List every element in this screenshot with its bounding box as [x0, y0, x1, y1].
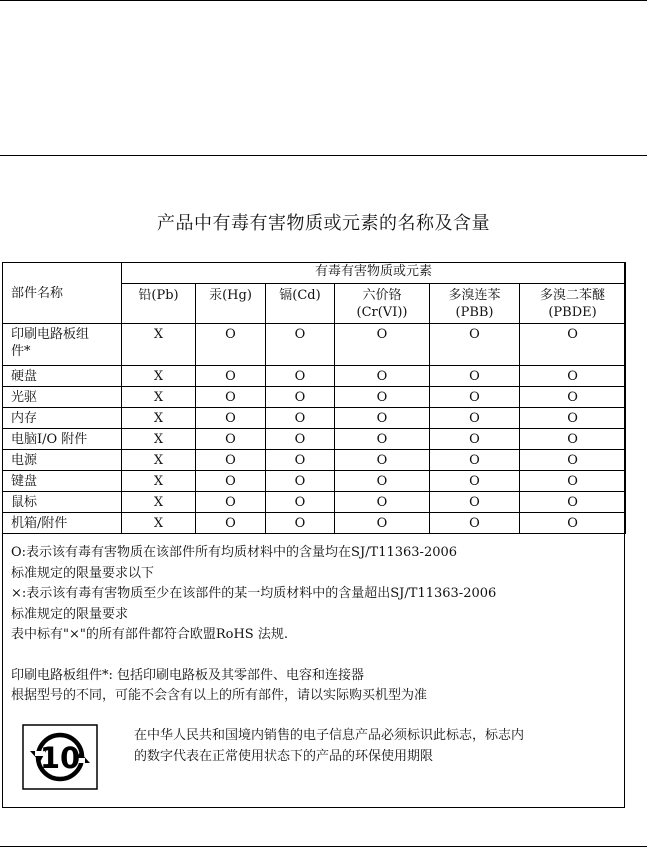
note-o-line2: 标准规定的限量要求以下	[11, 565, 155, 581]
substance-header	[122, 284, 196, 324]
part-name: 电源	[11, 453, 38, 468]
substance-value-cell: O	[430, 429, 520, 450]
substance-name: 汞(Hg)	[209, 288, 252, 303]
substance-value-cell: O	[430, 450, 520, 471]
table-row	[3, 450, 626, 471]
epup-10-icon	[22, 724, 98, 790]
substance-value-cell: O	[335, 324, 430, 366]
table-row	[3, 387, 626, 408]
note-model: 根据型号的不同，可能不会含有以上的所有部件，请以实际购买机型为准	[11, 688, 428, 703]
substance-value-cell: O	[430, 408, 520, 429]
note-x-line1: ×:表示该有毒有害物质至少在该部件的某一均质材料中的含量超出SJ/T11363-2006	[11, 586, 497, 601]
note-rohs: 表中标有"×"的所有部件都符合欧盟RoHS 法规.	[11, 627, 288, 642]
substance-value-cell: O	[520, 366, 626, 387]
part-name: 鼠标	[11, 495, 38, 510]
table-row	[3, 324, 626, 366]
part-name: 光驱	[11, 390, 38, 405]
substance-value-cell: O	[430, 387, 520, 408]
substance-value-cell: X	[122, 387, 196, 408]
substance-name: 镉(Cd)	[279, 288, 321, 303]
substance-symbol: (PBB)	[455, 305, 494, 320]
part-name-cell	[3, 513, 122, 534]
substance-name: 六价铬	[362, 288, 402, 303]
substance-value-cell: O	[196, 387, 266, 408]
part-name: 内存	[11, 411, 38, 426]
substance-value-cell: O	[266, 429, 335, 450]
footer-rule	[0, 846, 647, 847]
part-name-header: 部件名称	[3, 263, 122, 324]
substance-value-cell: O	[266, 492, 335, 513]
substance-value-cell: O	[266, 324, 335, 366]
substance-name: 多溴二苯醚	[540, 288, 606, 303]
substance-value-cell: O	[266, 387, 335, 408]
epup-description	[134, 725, 619, 767]
table-row	[3, 492, 626, 513]
part-name-cell	[3, 450, 122, 471]
substance-value-cell: O	[196, 408, 266, 429]
substance-value-cell: O	[430, 492, 520, 513]
substance-symbol: (Cr(VI))	[356, 305, 408, 320]
part-name-cell	[3, 366, 122, 387]
header-rule	[0, 155, 647, 156]
note-o-line1: O:表示该有毒有害物质在该部件所有均质材料中的含量均在SJ/T11363-2006	[11, 545, 458, 560]
substance-value-cell: O	[520, 492, 626, 513]
substance-value-cell: O	[520, 471, 626, 492]
substance-header	[335, 284, 430, 324]
table-row	[3, 408, 626, 429]
epup-text-line1: 在中华人民共和国境内销售的电子信息产品必须标识此标志，标志内	[134, 728, 525, 743]
substance-value-cell: O	[520, 324, 626, 366]
notes	[11, 543, 621, 707]
substance-header	[196, 284, 266, 324]
substance-value-cell: O	[266, 366, 335, 387]
part-name-cell	[3, 471, 122, 492]
substance-value-cell: O	[196, 366, 266, 387]
substance-value-cell: O	[266, 408, 335, 429]
substance-value-cell: O	[335, 366, 430, 387]
substance-header	[266, 284, 335, 324]
substance-header	[520, 284, 626, 324]
part-name: 机箱/附件	[11, 516, 68, 531]
hazardous-substance-table	[2, 262, 626, 534]
substance-value-cell: O	[430, 471, 520, 492]
substance-value-cell: X	[122, 324, 196, 366]
substance-value-cell: O	[520, 450, 626, 471]
table-row	[3, 366, 626, 387]
top-rule	[0, 0, 647, 1]
table-row	[3, 513, 626, 534]
substance-symbol: (PBDE)	[548, 305, 597, 320]
part-name-cell	[3, 387, 122, 408]
substance-value-cell: O	[430, 513, 520, 534]
substance-value-cell: X	[122, 450, 196, 471]
part-name: 电脑I/O 附件	[11, 432, 88, 447]
substance-value-cell: O	[196, 450, 266, 471]
part-name: 印刷电路板组	[11, 327, 90, 342]
substance-value-cell: O	[335, 513, 430, 534]
part-name-cont: 件*	[11, 344, 31, 359]
substance-value-cell: O	[335, 429, 430, 450]
substance-value-cell: O	[520, 408, 626, 429]
substance-value-cell: O	[430, 324, 520, 366]
substance-name: 铅(Pb)	[138, 288, 179, 303]
substance-value-cell: O	[335, 471, 430, 492]
epup-number: 10	[39, 741, 81, 775]
substance-value-cell: X	[122, 429, 196, 450]
substance-value-cell: O	[196, 324, 266, 366]
substance-value-cell: X	[122, 513, 196, 534]
substance-value-cell: X	[122, 408, 196, 429]
substance-value-cell: O	[520, 513, 626, 534]
part-name: 键盘	[11, 474, 38, 489]
substance-value-cell: O	[196, 471, 266, 492]
substance-value-cell: X	[122, 366, 196, 387]
substance-value-cell: O	[196, 513, 266, 534]
part-name: 硬盘	[11, 369, 38, 384]
part-name-cell	[3, 492, 122, 513]
substance-value-cell: O	[520, 387, 626, 408]
note-x-line2: 标准规定的限量要求	[11, 606, 129, 622]
table-row	[3, 471, 626, 492]
part-name-cell	[3, 429, 122, 450]
epup-text-line2: 的数字代表在正常使用状态下的产品的环保使用期限	[134, 749, 434, 764]
substance-value-cell: O	[335, 387, 430, 408]
substance-value-cell: O	[335, 408, 430, 429]
substance-value-cell: O	[196, 492, 266, 513]
substance-value-cell: X	[122, 471, 196, 492]
substance-value-cell: O	[266, 471, 335, 492]
substance-value-cell: O	[266, 513, 335, 534]
substance-value-cell: O	[266, 450, 335, 471]
substance-value-cell: O	[520, 429, 626, 450]
page-title: 产品中有毒有害物质或元素的名称及含量	[157, 213, 490, 234]
table-row	[3, 429, 626, 450]
substance-name: 多溴连苯	[448, 288, 501, 303]
part-name-cell	[3, 324, 122, 366]
substance-value-cell: O	[196, 429, 266, 450]
substance-value-cell: O	[430, 366, 520, 387]
substance-value-cell: O	[335, 492, 430, 513]
substance-group-header: 有毒有害物质或元素	[122, 263, 626, 284]
substance-value-cell: O	[335, 450, 430, 471]
part-name-cell	[3, 408, 122, 429]
substance-header	[430, 284, 520, 324]
substance-value-cell: X	[122, 492, 196, 513]
note-pcb: 印刷电路板组件*: 包括印刷电路板及其零部件、电容和连接器	[11, 667, 365, 683]
